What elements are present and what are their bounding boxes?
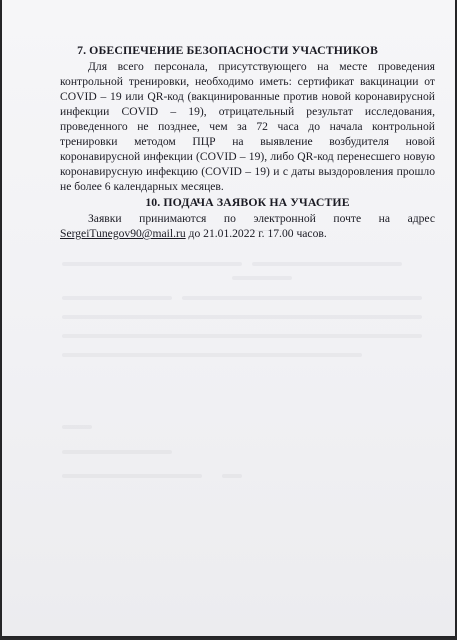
section-10-paragraph-end-line bbox=[60, 226, 435, 241]
section-7-paragraph: Для всего персонала, присутствующего на месте проведения контрольной тренировки, необходимо иметь: сертификат вакцинации от COVID – 19 или QR-код (вакцинированные против новой коронавирусной инфекции COVID – 19), отрицательный результат исследования, проведенного не позднее, чем за 72 часа до начала контрольной тренировки методом ПЦР на выявление возбудителя новой коронавирусной инфекции (COVID – 19), либо QR-код перенесшего новую коронавирусную инфекцию (COVID – 19) и с даты выздоровления прошло не более 6 календарных месяцев. bbox=[60, 60, 435, 193]
section-7-heading: 7. ОБЕСПЕЧЕНИЕ БЕЗОПАСНОСТИ УЧАСТНИКОВ bbox=[77, 43, 378, 57]
document-page bbox=[2, 0, 455, 636]
email-link[interactable]: SergeiTunegov90@mail.ru bbox=[60, 227, 186, 240]
deadline-text: до 21.01.2022 г. 17.00 часов. bbox=[185, 227, 327, 240]
section-10-paragraph-start: Заявки принимаются по электронной почте на адрес bbox=[88, 212, 435, 225]
document-body bbox=[60, 43, 435, 241]
section-10-heading: 10. ПОДАЧА ЗАЯВОК НА УЧАСТИЕ bbox=[145, 195, 350, 209]
